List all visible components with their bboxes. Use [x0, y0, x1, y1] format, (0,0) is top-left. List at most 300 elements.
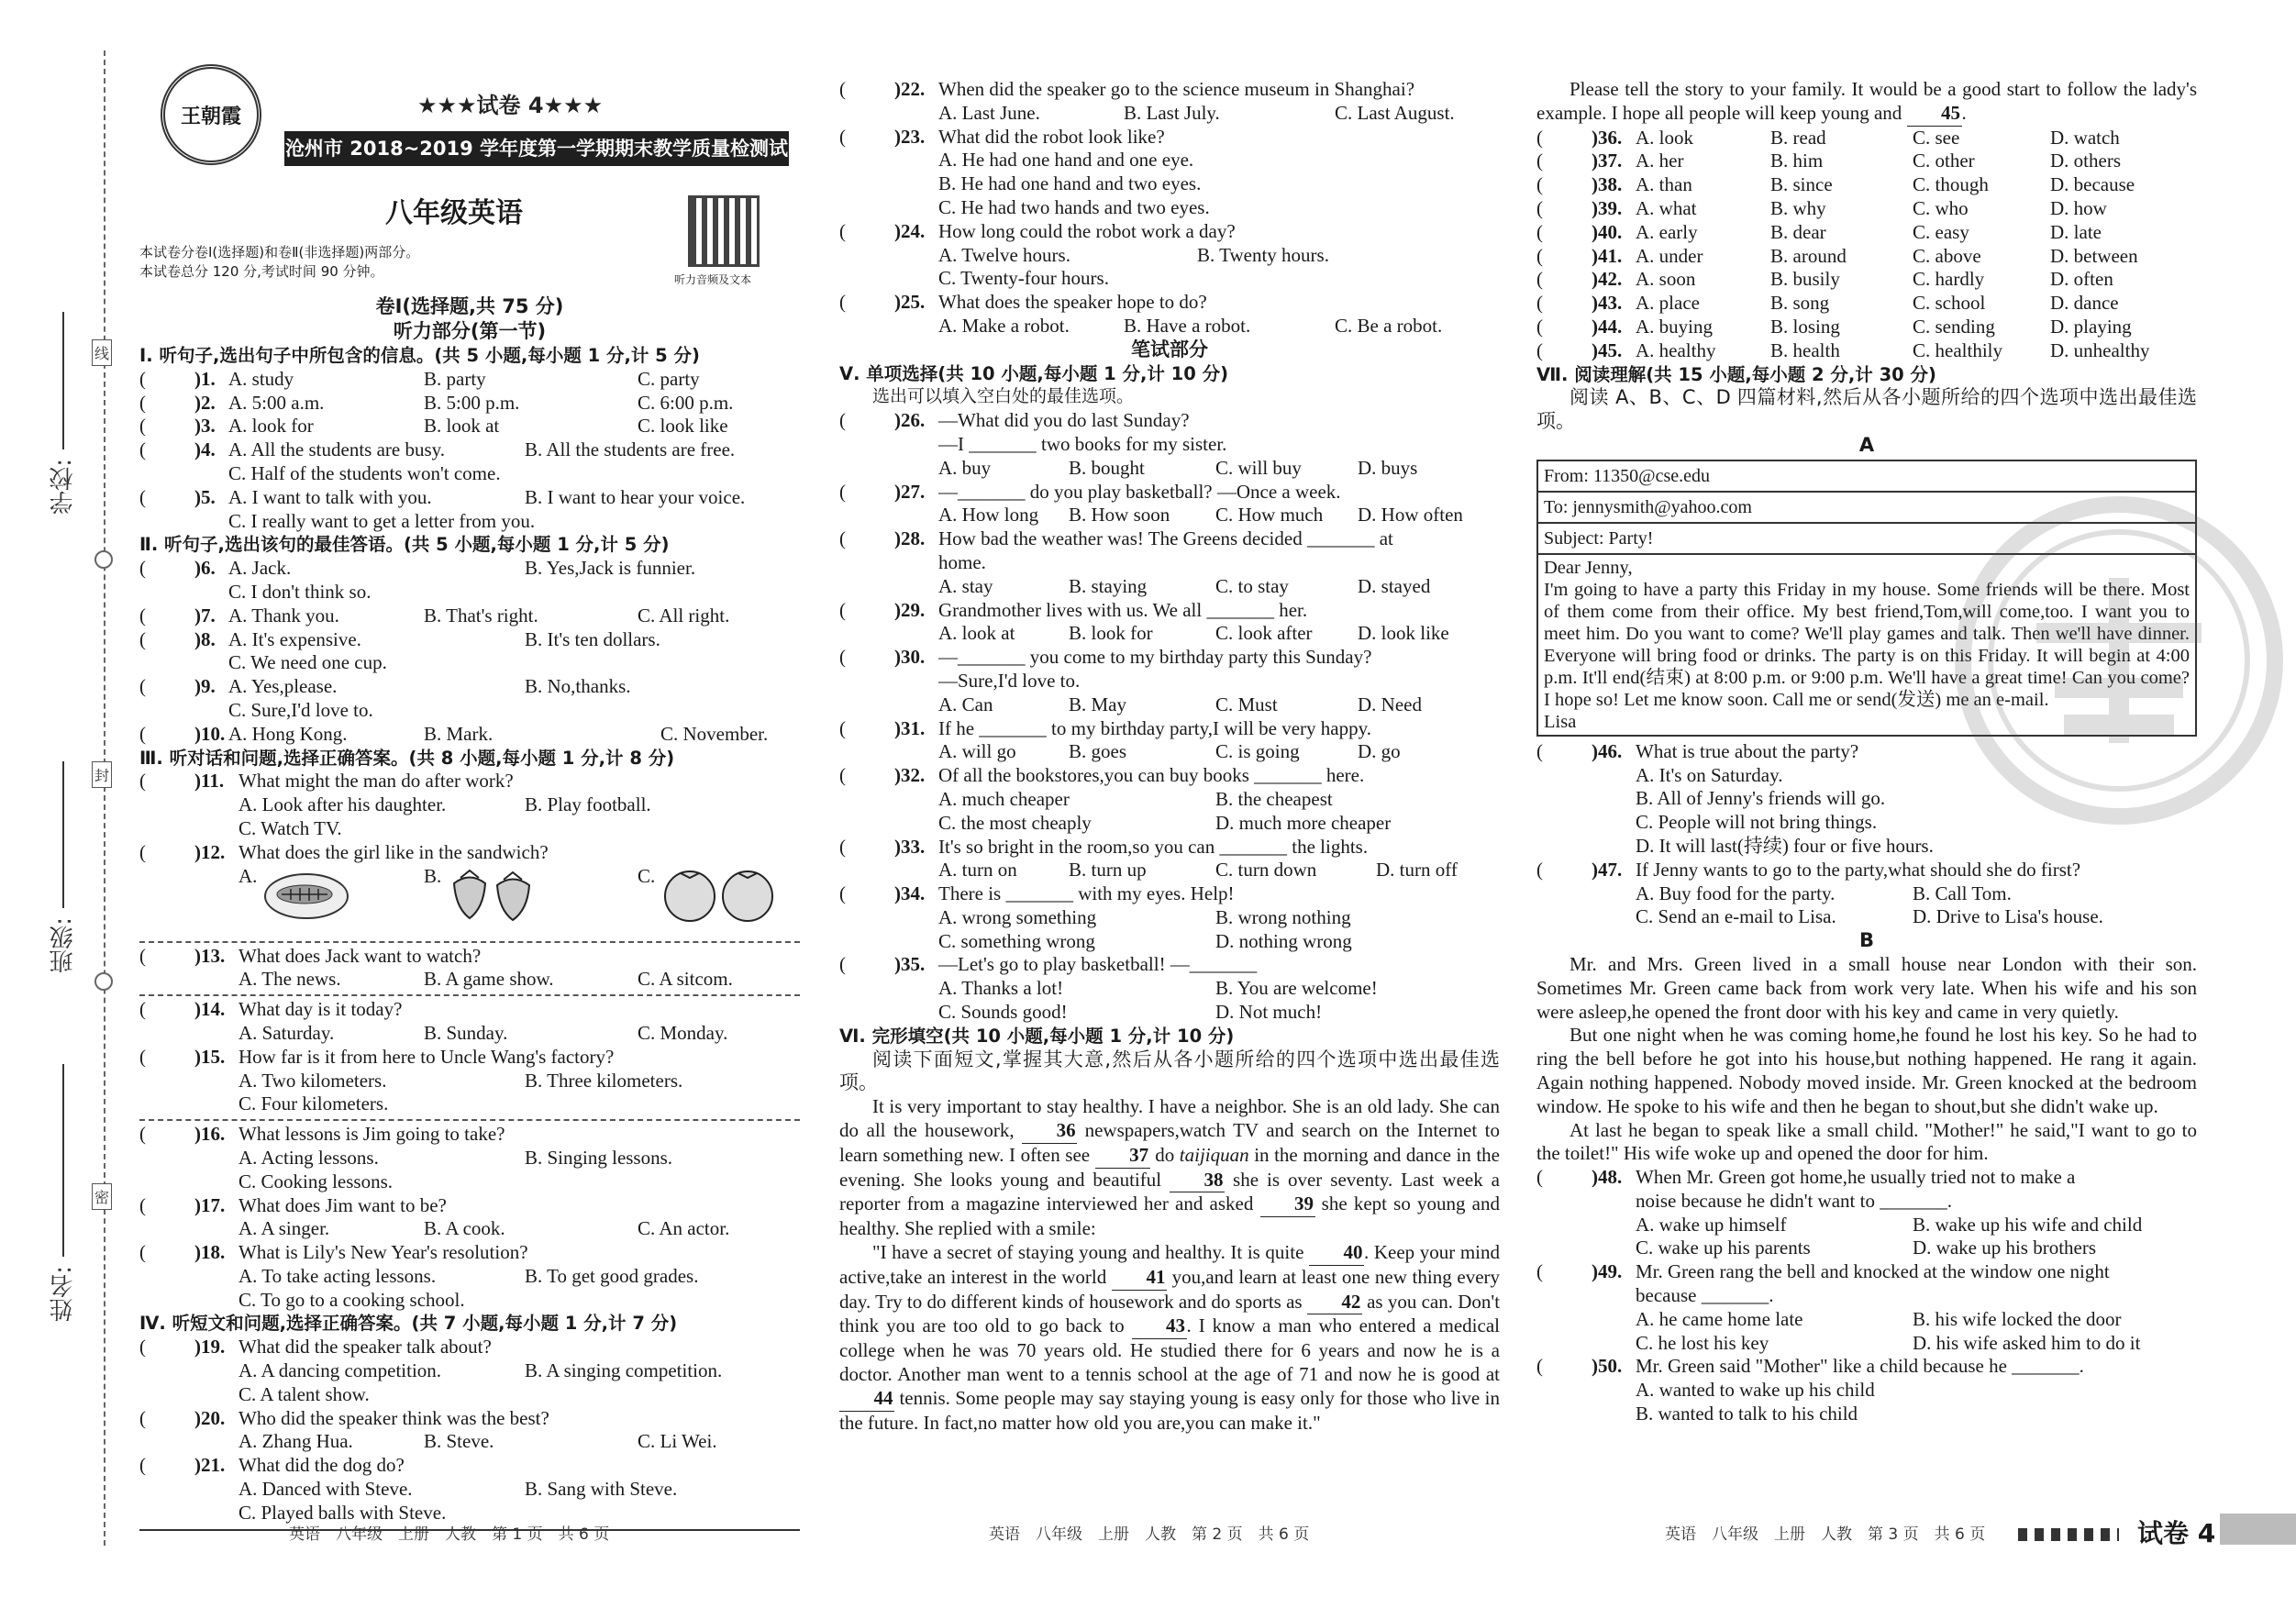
cloze-text: she kept so young and healthy. She replied with a smile:	[839, 1192, 1500, 1240]
option-c[interactable]: C. Twenty-four hours.	[938, 267, 1109, 290]
option-a[interactable]: A. her	[1636, 150, 1684, 172]
blank-40[interactable]: 40	[1309, 1241, 1364, 1266]
option-c[interactable]: C. Monday.	[638, 1021, 728, 1044]
option-d[interactable]: D. It will last(持续) four or five hours.	[1636, 834, 1934, 857]
option-c[interactable]: C. How much	[1215, 504, 1324, 527]
divider	[139, 1119, 800, 1121]
secret-watermark-icon	[1954, 495, 2284, 826]
option-a[interactable]: A. It's on Saturday.	[1636, 763, 1783, 786]
option-d[interactable]: D. look like	[1358, 622, 1449, 645]
option-a[interactable]: A. To take acting lessons.	[238, 1264, 437, 1287]
option-b[interactable]: B. Three kilometers.	[525, 1069, 683, 1092]
option-b[interactable]: B. To get good grades.	[525, 1264, 699, 1287]
option-b[interactable]: B. bought	[1069, 456, 1145, 479]
option-b[interactable]: B. losing	[1770, 315, 1840, 338]
strawberry-icon[interactable]	[447, 867, 538, 922]
option-b[interactable]: B. All of Jenny's friends will go.	[1636, 787, 1886, 810]
question-14: ( )14. What day is it today?	[139, 998, 403, 1021]
school-label: 学校:	[50, 459, 77, 515]
option-c[interactable]: C. turn down	[1215, 859, 1317, 882]
binding-dot-icon	[94, 972, 113, 991]
option-b[interactable]: B. Mark.	[424, 722, 494, 745]
exam-note-2: 本试卷总分 120 分,考试时间 90 分钟。	[139, 263, 384, 280]
option-d[interactable]: D. Not much!	[1215, 1001, 1323, 1024]
q-number: )18.	[194, 1241, 226, 1264]
option-c[interactable]: C. is going	[1215, 740, 1300, 763]
q-stem: If Jenny wants to go to the party,what should she do first?	[1636, 858, 2081, 881]
q-stem: Mr. Green said "Mother" like a child because he _______.	[1636, 1355, 2084, 1378]
option-b[interactable]: B. read	[1770, 126, 1826, 149]
option-a[interactable]: A. All the students are busy.	[228, 438, 446, 461]
option-d[interactable]: D. nothing wrong	[1215, 929, 1352, 952]
option-c[interactable]: C. Four kilometers.	[238, 1092, 389, 1115]
option-c[interactable]: C. though	[1913, 173, 1989, 196]
question-11-c	[139, 817, 800, 841]
option-c[interactable]: C. party	[638, 367, 700, 390]
option-d[interactable]: D. often	[2050, 268, 2113, 291]
option-d[interactable]: D. between	[2050, 244, 2138, 267]
passage-b-p2: But one night when he was coming home,he found he lost his key. So he had to ring the bell before he got into his house,but nothing happened. He rang it again. Again nothing happened. Nobody moved inside. Mr. Green knocked at the bedroom window. He spoke to his wife and then he began to shout,but she didn't wake up.	[1536, 1024, 2197, 1117]
option-b[interactable]: B. wake up his wife and child	[1913, 1213, 2143, 1236]
q-stem: It's so bright in the room,so you can _______ the lights.	[938, 835, 1369, 858]
tomato-icon[interactable]	[660, 865, 780, 922]
option-b[interactable]: B. dear	[1770, 220, 1826, 243]
blank-44[interactable]: 44	[839, 1387, 894, 1412]
option-a[interactable]: A. Thanks a lot!	[938, 977, 1064, 1000]
email-from: From: 11350@cse.edu	[1538, 461, 2195, 493]
blank-45[interactable]: 45	[1907, 102, 1962, 127]
blank-38[interactable]: 38	[1170, 1169, 1225, 1193]
option-c[interactable]: C. People will not bring things.	[1636, 811, 1878, 834]
option-b[interactable]: B. song	[1770, 292, 1830, 315]
option-c[interactable]: C. To go to a cooking school.	[238, 1288, 465, 1311]
option-c[interactable]: C. other	[1913, 150, 1975, 172]
option-c[interactable]: C. the most cheaply	[938, 811, 1092, 834]
option-a[interactable]: A. buy	[938, 456, 992, 479]
question-39: ( )39. A. what B. why C. who D. how	[1536, 196, 2107, 219]
option-a[interactable]: A. Look after his daughter.	[238, 793, 447, 816]
question-16-c	[139, 1170, 800, 1194]
option-b[interactable]: B. why	[1770, 196, 1826, 219]
option-b[interactable]: B. You are welcome!	[1215, 977, 1378, 1000]
option-a[interactable]: A. stay	[938, 574, 993, 597]
option-d[interactable]: D. watch	[2050, 126, 2120, 149]
option-d[interactable]: D. go	[1358, 740, 1401, 763]
class-field[interactable]	[62, 761, 64, 908]
option-a[interactable]: A. wake up himself	[1636, 1213, 1787, 1236]
question-30-stem2	[839, 670, 1500, 693]
question-19-opts	[139, 1359, 800, 1383]
option-c[interactable]: C. healthily	[1913, 338, 2002, 361]
option-d[interactable]: D. wake up his brothers	[1913, 1237, 2097, 1259]
question-27: ( )27. —_______ do you play basketball? —Once a week.	[839, 480, 1341, 503]
question-6-c	[139, 581, 800, 604]
option-c[interactable]: C. Last August.	[1335, 101, 1455, 124]
option-b[interactable]: B. May	[1069, 693, 1126, 715]
option-b[interactable]: B. health	[1770, 338, 1840, 361]
option-a[interactable]: A. Make a robot.	[938, 314, 1070, 337]
q-stem: —I _______ two books for my sister.	[938, 432, 1227, 455]
option-a[interactable]: A. than	[1636, 173, 1692, 196]
question-13: ( )13. What does Jack want to watch?	[139, 944, 482, 967]
option-b[interactable]: B. him	[1770, 150, 1824, 172]
option-d[interactable]: D. much more cheaper	[1215, 811, 1392, 834]
option-a[interactable]: A. Yes,please.	[228, 675, 338, 698]
question-49: ( )49. Mr. Green rang the bell and knocked at the window one night	[1536, 1260, 2110, 1283]
question-48-cd	[1536, 1237, 2197, 1260]
q-number: )48.	[1592, 1166, 1623, 1189]
q-number: )39.	[1592, 196, 1623, 219]
q-number: )9.	[194, 675, 216, 698]
option-a[interactable]: A. place	[1636, 292, 1700, 315]
q-number: )6.	[194, 557, 216, 580]
option-a[interactable]: A. will go	[938, 740, 1016, 763]
option-b[interactable]: B. wrong nothing	[1215, 905, 1351, 928]
option-d[interactable]: D. playing	[2050, 315, 2132, 338]
option-a[interactable]: A. Zhang Hua.	[238, 1430, 353, 1453]
option-c[interactable]: C. something wrong	[938, 929, 1095, 952]
q-stem: home.	[938, 550, 986, 573]
question-24: ( )24. How long could the robot work a day?	[839, 219, 1236, 242]
option-c[interactable]: C. he lost his key	[1636, 1331, 1769, 1354]
logo-text: 王朝霞	[180, 104, 241, 128]
option-c[interactable]: C. sending	[1913, 315, 1995, 338]
option-b[interactable]: B. How soon	[1069, 504, 1170, 527]
option-a[interactable]: A. Thank you.	[228, 604, 339, 627]
option-a[interactable]: A. wanted to wake up his child	[1636, 1379, 1875, 1402]
q-number: )49.	[1592, 1260, 1623, 1283]
option-a[interactable]: A. what	[1636, 196, 1697, 219]
option-c[interactable]: C. above	[1913, 244, 1981, 267]
option-c[interactable]: C. A talent show.	[238, 1382, 370, 1405]
logo-seal	[161, 64, 261, 165]
option-a[interactable]: A. Saturday.	[238, 1021, 335, 1044]
question-7: ( )7. A. Thank you. B. That's right. C. All right.	[139, 604, 730, 627]
question-35-ab	[839, 977, 1500, 1001]
option-c[interactable]: C. Send an e-mail to Lisa.	[1636, 905, 1836, 928]
question-43: ( )43. A. place B. song C. school D. dance	[1536, 292, 2119, 315]
q-number: )5.	[194, 485, 216, 508]
q-stem: —Sure,I'd love to.	[938, 669, 1081, 692]
option-d[interactable]: D. how	[2050, 196, 2107, 219]
option-c[interactable]: C. All right.	[638, 604, 730, 627]
q-number: )12.	[194, 840, 226, 863]
question-32-ab	[839, 788, 1500, 812]
option-a[interactable]: A. He had one hand and one eye.	[938, 149, 1194, 172]
question-40: ( )40. A. early B. dear C. easy D. late	[1536, 220, 2102, 243]
option-d[interactable]: D. Need	[1358, 693, 1422, 715]
question-33: ( )33. It's so bright in the room,so you can _______ the lights.	[839, 835, 1369, 858]
option-c[interactable]: C. look like	[638, 415, 728, 438]
q-stem: When Mr. Green got home,he usually tried not to make a	[1636, 1166, 2076, 1189]
option-b[interactable]: B. All the students are free.	[525, 438, 736, 461]
option-a[interactable]: A. 5:00 a.m.	[228, 391, 325, 414]
option-a[interactable]: A. A singer.	[238, 1217, 330, 1240]
option-b[interactable]: B. Have a robot.	[1124, 314, 1251, 337]
option-c[interactable]: C. Sure,I'd love to.	[228, 698, 373, 721]
option-c[interactable]: C. Li Wei.	[638, 1430, 717, 1453]
option-b[interactable]: B. look at	[424, 415, 500, 438]
option-b[interactable]: B. around	[1770, 244, 1847, 267]
option-a[interactable]: A. Acting lessons.	[238, 1146, 379, 1169]
cloze-text: she is over seventy. Last week a reporter from a magazine interviewed her and asked	[839, 1168, 1501, 1215]
option-b[interactable]: B. Sang with Steve.	[525, 1478, 678, 1501]
option-c[interactable]: C. We need one cup.	[228, 651, 387, 674]
question-23-c	[839, 196, 1500, 220]
passage-b-title: B	[1858, 929, 1874, 952]
option-a[interactable]: A. A dancing competition.	[238, 1359, 442, 1382]
question-33-opts	[839, 859, 1500, 882]
q-number: )50.	[1592, 1355, 1623, 1378]
option-c[interactable]: C. Sounds good!	[938, 1001, 1068, 1024]
option-a[interactable]: A. Last June.	[938, 101, 1040, 124]
column-2	[839, 78, 1500, 1435]
q-number: )36.	[1592, 126, 1623, 149]
blank-43[interactable]: 43	[1132, 1314, 1187, 1339]
q-stem: What is true about the party?	[1636, 739, 1859, 762]
option-b[interactable]: B. staying	[1069, 574, 1148, 597]
option-a[interactable]: A. buying	[1636, 315, 1713, 338]
section-7-heading: Ⅶ. 阅读理解(共 15 小题,每小题 2 分,计 30 分)	[1536, 363, 1936, 385]
q-stem: What does the girl like in the sandwich?	[238, 840, 549, 863]
question-32-cd	[839, 812, 1500, 836]
q-number: )19.	[194, 1336, 226, 1359]
name-field[interactable]	[62, 1064, 64, 1257]
blank-36[interactable]: 36	[1022, 1119, 1077, 1144]
q-number: )22.	[894, 78, 926, 100]
question-18-opts	[139, 1265, 800, 1289]
option-a[interactable]: A. study	[228, 367, 294, 390]
option-b[interactable]: B.	[424, 864, 442, 887]
option-c[interactable]: C. 6:00 p.m.	[638, 391, 734, 414]
option-b[interactable]: B. his wife locked the door	[1913, 1307, 2122, 1330]
option-b[interactable]: B. Yes,Jack is funnier.	[525, 557, 696, 580]
passage-b-p3: At last he began to speak like a small child. "Mother!" he said,"I want to go to the toilet!" His wife woke up and opened the door for him.	[1536, 1118, 2197, 1165]
option-b[interactable]: B. Twenty hours.	[1197, 243, 1329, 266]
question-34: ( )34. There is _______ with my eyes. Help!	[839, 882, 1235, 905]
option-a[interactable]: A. Two kilometers.	[238, 1069, 387, 1092]
blank-42[interactable]: 42	[1307, 1291, 1362, 1315]
question-34-cd	[839, 930, 1500, 954]
option-b[interactable]: B. Sunday.	[424, 1021, 508, 1044]
option-a[interactable]: A.	[238, 864, 258, 887]
option-c[interactable]: C. I don't think so.	[228, 580, 372, 603]
option-b[interactable]: B. 5:00 p.m.	[424, 391, 520, 414]
option-a[interactable]: A. look for	[228, 415, 314, 438]
option-b[interactable]: B. Play football.	[525, 793, 651, 816]
option-a[interactable]: A. turn on	[938, 859, 1017, 882]
email-to: To: jennysmith@yahoo.com	[1538, 493, 2195, 524]
option-b[interactable]: B. busily	[1770, 268, 1840, 291]
question-41: ( )41. A. under B. around C. above D. between	[1536, 244, 2138, 267]
option-a[interactable]: A. healthy	[1636, 338, 1716, 361]
passage-a-title: A	[1858, 433, 1875, 456]
option-a[interactable]: A. Can	[938, 693, 993, 715]
question-29: ( )29. Grandmother lives with us. We all _______ her.	[839, 598, 1308, 621]
option-b[interactable]: B. wanted to talk to his child	[1636, 1403, 1858, 1425]
q-number: )47.	[1592, 858, 1623, 881]
option-c[interactable]: C. wake up his parents	[1636, 1237, 1811, 1259]
option-c[interactable]: C. to stay	[1215, 574, 1289, 597]
divider	[139, 941, 800, 943]
question-49-stem2	[1536, 1284, 2197, 1308]
question-26-stem2	[839, 433, 1500, 457]
q-number: )17.	[194, 1193, 226, 1216]
footer-page-1: 英语 八年级 上册 人教 第 1 页 共 6 页	[289, 1525, 610, 1544]
q-stem: How far is it from here to Uncle Wang's factory?	[238, 1045, 615, 1068]
option-c[interactable]: C. A sitcom.	[638, 968, 733, 991]
option-a[interactable]: A. Danced with Steve.	[238, 1478, 413, 1501]
question-22-opts	[839, 102, 1500, 126]
q-number: )20.	[194, 1406, 226, 1429]
q-number: )34.	[894, 882, 926, 905]
option-b[interactable]: B. A singing competition.	[525, 1359, 723, 1382]
email-signature: Lisa	[1544, 711, 1577, 732]
cloze-text: . I know a man who entered a medical college when he was 70 years old. He studied there for 6 years and now he is a doctor. Another man went to a tennis school at the age of 71 and now he is good at	[839, 1314, 1500, 1386]
option-c[interactable]: C. Played balls with Steve.	[238, 1501, 447, 1524]
footer-paper-tag: 试卷 4	[2137, 1518, 2216, 1548]
option-c[interactable]: C. school	[1913, 292, 1986, 315]
question-11: ( )11. What might the man do after work?	[139, 770, 514, 793]
cloze-text: .	[1961, 101, 1967, 124]
option-d[interactable]: D. because	[2050, 173, 2135, 196]
option-b[interactable]: B. A game show.	[424, 968, 554, 991]
option-d[interactable]: D. How often	[1358, 504, 1463, 527]
option-d[interactable]: D. late	[2050, 220, 2102, 243]
option-d[interactable]: D. unhealthy	[2050, 338, 2150, 361]
option-b[interactable]: B. No,thanks.	[525, 675, 631, 698]
option-c[interactable]: C. look after	[1215, 622, 1313, 645]
question-20-opts	[139, 1430, 800, 1454]
option-c[interactable]: C. Cooking lessons.	[238, 1170, 394, 1192]
option-b[interactable]: B. look for	[1069, 622, 1153, 645]
option-a[interactable]: A. It's expensive.	[228, 627, 361, 650]
option-a[interactable]: A. Hong Kong.	[228, 722, 348, 745]
option-d[interactable]: D. his wife asked him to do it	[1913, 1331, 2141, 1354]
option-b[interactable]: B. Steve.	[424, 1430, 494, 1453]
option-c[interactable]: C. see	[1913, 126, 1960, 149]
option-c[interactable]: C. Watch TV.	[238, 816, 342, 839]
question-35: ( )35. —Let's go to play basketball! —_______	[839, 953, 1258, 976]
option-b[interactable]: B. It's ten dollars.	[525, 627, 660, 650]
option-d[interactable]: D. dance	[2050, 292, 2119, 315]
blank-37[interactable]: 37	[1095, 1144, 1150, 1169]
option-c[interactable]: C.	[638, 864, 656, 887]
option-c[interactable]: C. I really want to get a letter from you.	[228, 509, 536, 532]
blank-41[interactable]: 41	[1112, 1266, 1167, 1291]
section-2-heading: Ⅱ. 听句子,选出该句的最佳答语。(共 5 小题,每小题 1 分,计 5 分)	[139, 534, 670, 556]
section-3-heading: Ⅲ. 听对话和问题,选择正确答案。(共 8 小题,每小题 1 分,计 8 分)	[139, 747, 675, 769]
option-b[interactable]: B. Call Tom.	[1913, 882, 2012, 904]
option-a[interactable]: A. wrong something	[938, 905, 1097, 928]
school-field[interactable]	[62, 312, 64, 449]
footer-page-2: 英语 八年级 上册 人教 第 2 页 共 6 页	[989, 1525, 1310, 1544]
option-b[interactable]: B. I want to hear your voice.	[525, 485, 746, 508]
option-b[interactable]: B. Singing lessons.	[525, 1146, 673, 1169]
q-number: )43.	[1592, 292, 1623, 315]
option-b[interactable]: B. Last July.	[1124, 101, 1220, 124]
cloze-italic: taijiquan	[1179, 1143, 1249, 1166]
option-c[interactable]: C. Must	[1215, 693, 1278, 715]
option-c[interactable]: C. An actor.	[638, 1217, 730, 1240]
option-d[interactable]: D. Drive to Lisa's house.	[1913, 905, 2103, 928]
q-number: )1.	[194, 367, 216, 390]
option-a[interactable]: A. Buy food for the party.	[1636, 882, 1836, 904]
option-c[interactable]: C. He had two hands and two eyes.	[938, 195, 1210, 218]
option-a[interactable]: A. much cheaper	[938, 787, 1070, 810]
option-a[interactable]: A. The news.	[238, 968, 341, 991]
binding-line	[104, 50, 105, 1546]
qr-code[interactable]	[688, 195, 760, 267]
option-a[interactable]: A. How long	[938, 504, 1039, 527]
option-c[interactable]: C. Half of the students won't come.	[228, 461, 501, 484]
question-30-opts	[839, 693, 1500, 717]
option-c[interactable]: C. who	[1913, 196, 1969, 219]
question-45: ( )45. A. healthy B. health C. healthily D. unhealthy	[1536, 338, 2150, 361]
option-a[interactable]: A. Jack.	[228, 557, 292, 580]
option-d[interactable]: D. others	[2050, 150, 2121, 172]
option-b[interactable]: B. That's right.	[424, 604, 538, 627]
option-d[interactable]: D. stayed	[1358, 574, 1431, 597]
question-16-opts	[139, 1147, 800, 1170]
option-c[interactable]: C. will buy	[1215, 456, 1302, 479]
q-number: )38.	[1592, 173, 1623, 196]
option-b[interactable]: B. the cheapest	[1215, 787, 1333, 810]
question-8: ( )8. A. It's expensive. B. It's ten dollars.	[139, 627, 660, 650]
option-b[interactable]: B. party	[424, 367, 486, 390]
q-number: )26.	[894, 409, 926, 432]
question-19-c	[139, 1383, 800, 1407]
q-stem: What does the speaker hope to do?	[938, 291, 1207, 314]
footer-page-3: 英语 八年级 上册 人教 第 3 页 共 6 页	[1665, 1525, 1986, 1544]
option-d[interactable]: D. buys	[1358, 456, 1418, 479]
question-17: ( )17. What does Jim want to be?	[139, 1193, 447, 1216]
question-46-d	[1536, 835, 2197, 859]
option-c[interactable]: C. Be a robot.	[1335, 314, 1443, 337]
option-a[interactable]: A. look	[1636, 126, 1693, 149]
option-a[interactable]: A. Twelve hours.	[938, 243, 1070, 266]
option-c[interactable]: C. November.	[660, 722, 769, 745]
option-a[interactable]: A. I want to talk with you.	[228, 485, 432, 508]
option-b[interactable]: B. since	[1770, 173, 1833, 196]
q-number: )41.	[1592, 244, 1623, 267]
option-b[interactable]: B. A cook.	[424, 1217, 505, 1240]
option-b[interactable]: B. turn up	[1069, 859, 1147, 882]
question-47: ( )47. If Jenny wants to go to the party,what should she do first?	[1536, 858, 2081, 881]
option-a[interactable]: A. look at	[938, 622, 1015, 645]
section-4-heading: Ⅳ. 听短文和问题,选择正确答案。(共 7 小题,每小题 1 分,计 7 分)	[139, 1313, 678, 1335]
fish-icon[interactable]	[263, 871, 350, 921]
option-a[interactable]: A. under	[1636, 244, 1703, 267]
question-30: ( )30. —_______ you come to my birthday party this Sunday?	[839, 646, 1372, 669]
option-c[interactable]: C. hardly	[1913, 268, 1985, 291]
option-a[interactable]: A. he came home late	[1636, 1307, 1803, 1330]
question-23-a	[839, 149, 1500, 172]
question-2: ( )2. A. 5:00 a.m. B. 5:00 p.m. C. 6:00 p.m.	[139, 391, 734, 414]
option-b[interactable]: B. goes	[1069, 740, 1126, 763]
question-13-opts	[139, 968, 800, 992]
q-stem: Grandmother lives with us. We all _______ her.	[938, 598, 1308, 621]
option-a[interactable]: A. soon	[1636, 268, 1696, 291]
q-number: )45.	[1592, 338, 1623, 361]
option-d[interactable]: D. turn off	[1376, 859, 1458, 882]
option-b[interactable]: B. He had one hand and two eyes.	[938, 172, 1202, 195]
email-subject: Subject: Party!	[1538, 524, 2195, 555]
option-c[interactable]: C. easy	[1913, 220, 1969, 243]
q-number: )2.	[194, 391, 216, 414]
option-a[interactable]: A. early	[1636, 220, 1698, 243]
blank-39[interactable]: 39	[1260, 1192, 1315, 1217]
